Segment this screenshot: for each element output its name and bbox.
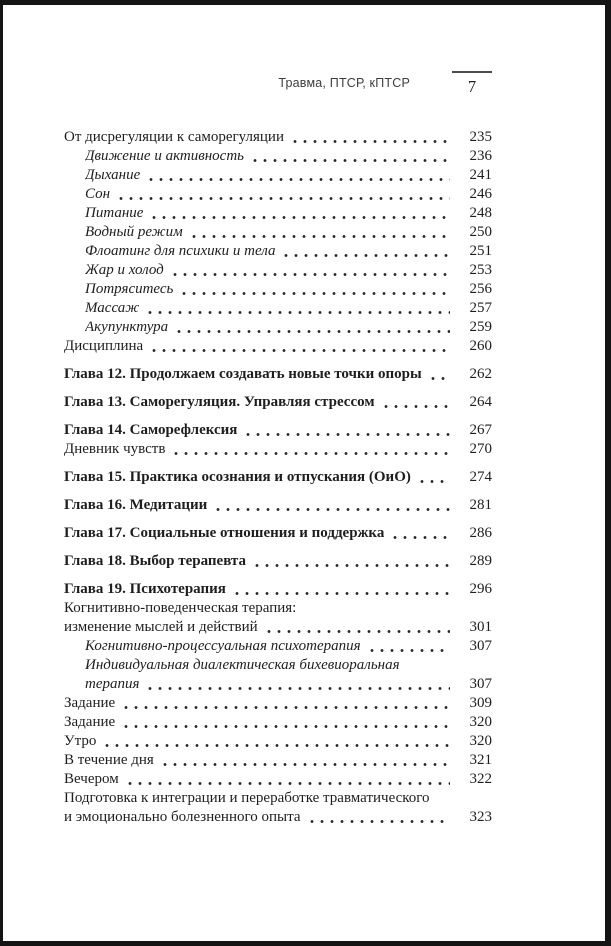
toc-entry-line [64,496,492,515]
toc-entry-title: Глава 12. Продолжаем создавать новые точки опоры [64,366,422,382]
toc-entry[interactable] [64,713,492,732]
toc-entry-title: Глава 16. Медитации [64,497,208,513]
toc-page-number: 281 [469,497,492,513]
toc-entry-title: Утро [64,733,97,749]
dot-leader [125,770,450,789]
toc-entry-line [85,656,492,675]
toc-entry-title: Вечером [64,771,119,787]
toc-entry[interactable] [64,770,492,789]
toc-entry-title: Глава 13. Саморегуляция. Управляя стрессом [64,394,375,410]
toc-entry-title: Индивидуальная диалектическая бихевиоральная [85,657,400,673]
toc-page-number: 274 [469,469,492,485]
dot-leader [307,808,450,827]
toc-entry-line [85,223,492,242]
toc-page-number: 256 [469,281,492,297]
toc-entry-title: От дисрегуляции к саморегуляции [64,129,284,145]
dot-leader [102,732,450,751]
dot-leader [189,223,450,242]
dot-leader [250,147,450,166]
toc-entry[interactable] [64,128,492,147]
toc-page-number: 321 [469,752,492,768]
toc-entry-title: Дневник чувств [64,441,166,457]
toc-entry[interactable] [64,694,492,713]
toc-entry[interactable] [64,318,492,337]
toc-entry[interactable] [64,580,492,599]
toc-page-number: 289 [469,553,492,569]
toc-page-number: 236 [469,148,492,164]
dot-leader [146,166,450,185]
toc-page-number: 307 [469,676,492,692]
toc-entry-title: Флоатинг для психики и тела [85,243,276,259]
toc-entry-title: Глава 19. Психотерапия [64,581,226,597]
toc-page-number: 267 [469,422,492,438]
toc-entry-line [64,751,492,770]
toc-entry-line [85,299,492,318]
toc-entry-line [64,468,492,487]
toc-entry-title: Питание [85,205,144,221]
table-of-contents [64,128,492,827]
toc-entry[interactable] [64,496,492,515]
toc-entry[interactable] [64,204,492,223]
toc-entry[interactable] [64,166,492,185]
toc-entry-line [85,147,492,166]
dot-leader [179,280,450,299]
toc-page-number: 322 [469,771,492,787]
toc-entry-line [64,732,492,751]
toc-entry[interactable] [64,599,492,637]
toc-entry-title: Подготовка к интеграции и переработке травматического [64,790,430,806]
toc-entry-line [64,580,492,599]
toc-entry[interactable] [64,468,492,487]
toc-entry-line [85,318,492,337]
toc-entry-line [64,337,492,356]
toc-entry[interactable] [64,337,492,356]
toc-entry-title: Водный режим [85,224,183,240]
dot-leader [116,185,450,204]
toc-entry-line [64,694,492,713]
dot-leader [281,242,450,261]
toc-page-number: 301 [469,619,492,635]
dot-leader [417,468,450,487]
toc-entry-line [85,675,492,694]
dot-leader [171,440,450,459]
toc-page-number: 296 [469,581,492,597]
toc-entry-title: изменение мыслей и действий [64,619,258,635]
toc-entry-line [64,552,492,571]
toc-entry[interactable] [64,393,492,412]
toc-entry-line [64,599,492,618]
toc-entry-line [85,204,492,223]
toc-page-number: 260 [469,338,492,354]
dot-leader [243,421,450,440]
toc-entry-title: Дисциплина [64,338,144,354]
toc-entry-title: и эмоционально болезненного опыта [64,809,301,825]
toc-entry[interactable] [64,185,492,204]
toc-page-number: 264 [469,394,492,410]
toc-page-number: 259 [469,319,492,335]
toc-entry[interactable] [64,299,492,318]
toc-entry-title: Дыхание [85,167,141,183]
toc-entry-line [64,128,492,147]
toc-page-number: 309 [469,695,492,711]
dot-leader [252,552,450,571]
dot-leader [149,337,450,356]
running-title: Травма, ПТСР, кПТСР [278,76,410,90]
toc-entry-title: Задание [64,695,116,711]
toc-entry[interactable] [64,732,492,751]
toc-entry[interactable] [64,789,492,827]
dot-leader [232,580,450,599]
toc-entry-title: Потряситесь [85,281,174,297]
toc-entry[interactable] [64,261,492,280]
toc-page-number: 323 [469,809,492,825]
toc-entry[interactable] [64,656,492,694]
toc-entry-title: Глава 17. Социальные отношения и поддержка [64,525,385,541]
toc-entry-title: Когнитивно-процессуальная психотерапия [85,638,361,654]
page-number-block [452,71,492,96]
toc-page-number: 241 [469,167,492,183]
toc-entry-line [64,789,492,808]
dot-leader [213,496,450,515]
toc-page-number: 253 [469,262,492,278]
dot-leader [290,128,450,147]
toc-entry-title: Задание [64,714,116,730]
toc-entry-title: Массаж [85,300,140,316]
dot-leader [145,299,450,318]
toc-entry-title: Глава 14. Саморефлексия [64,422,238,438]
toc-entry-title: Сон [85,186,111,202]
toc-page-number: 286 [469,525,492,541]
toc-page-number: 270 [469,441,492,457]
toc-entry[interactable] [64,365,492,384]
toc-page-number: 250 [469,224,492,240]
toc-entry-title: Глава 18. Выбор терапевта [64,553,246,569]
running-header [3,71,492,96]
toc-entry[interactable] [64,440,492,459]
toc-page-number: 235 [469,129,492,145]
toc-entry-title: терапия [85,676,140,692]
toc-entry-line [85,242,492,261]
toc-entry[interactable] [64,637,492,656]
toc-entry-title: Когнитивно-поведенческая терапия: [64,600,297,616]
toc-entry[interactable] [64,280,492,299]
toc-entry-line [85,261,492,280]
dot-leader [145,675,450,694]
toc-entry[interactable] [64,751,492,770]
dot-leader [428,365,450,384]
dot-leader [149,204,450,223]
toc-entry-line [64,365,492,384]
toc-entry-title: Жар и холод [85,262,164,278]
toc-entry-line [85,637,492,656]
dot-leader [170,261,450,280]
toc-entry-line [85,166,492,185]
dot-leader [174,318,450,337]
toc-entry-line [85,280,492,299]
toc-page-number: 248 [469,205,492,221]
dot-leader [121,694,450,713]
toc-entry-line [64,421,492,440]
toc-page-number: 320 [469,714,492,730]
toc-entry[interactable] [64,524,492,543]
toc-entry-line [64,713,492,732]
toc-entry-title: В течение дня [64,752,154,768]
toc-page-number: 246 [469,186,492,202]
toc-entry-line [64,393,492,412]
dot-leader [121,713,450,732]
toc-page-number: 257 [469,300,492,316]
toc-entry[interactable] [64,552,492,571]
toc-entry-line [85,185,492,204]
page-number: 7 [467,77,477,96]
toc-entry[interactable] [64,242,492,261]
dot-leader [264,618,450,637]
toc-entry-title: Акупунктура [85,319,169,335]
toc-page-number: 320 [469,733,492,749]
toc-entry[interactable] [64,147,492,166]
dot-leader [160,751,450,770]
toc-page-number: 262 [469,366,492,382]
toc-page-number: 307 [469,638,492,654]
dot-leader [381,393,450,412]
toc-entry-line [64,618,492,637]
dot-leader [367,637,450,656]
toc-entry-title: Глава 15. Практика осознания и отпускания (ОиО) [64,469,411,485]
toc-entry-title: Движение и активность [85,148,244,164]
toc-entry-line [64,524,492,543]
toc-entry[interactable] [64,421,492,440]
toc-entry[interactable] [64,223,492,242]
toc-page-number: 251 [469,243,492,259]
toc-entry-line [64,440,492,459]
dot-leader [390,524,450,543]
toc-entry-line [64,770,492,789]
toc-entry-line [64,808,492,827]
